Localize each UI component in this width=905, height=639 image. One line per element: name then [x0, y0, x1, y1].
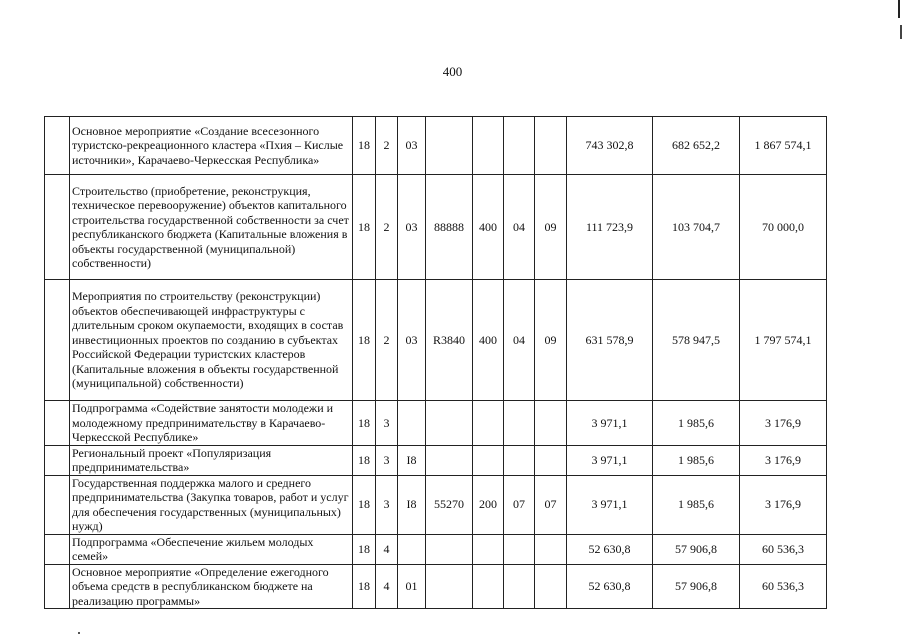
table-row	[45, 475, 827, 534]
cell-activity: 01	[398, 564, 426, 609]
table-row	[45, 445, 827, 475]
table-row	[45, 534, 827, 564]
cell-subdivision: 09	[535, 175, 567, 280]
cell-amount-2: 57 906,8	[653, 564, 740, 609]
scan-edge-mark	[900, 25, 902, 39]
cell-amount-2: 1 985,6	[653, 401, 740, 446]
budget-table	[44, 116, 827, 609]
cell-number	[45, 475, 70, 534]
cell-amount-2: 57 906,8	[653, 534, 740, 564]
cell-activity: 03	[398, 175, 426, 280]
cell-subdivision: 09	[535, 280, 567, 401]
cell-amount-3: 3 176,9	[740, 445, 827, 475]
cell-expense-type: 400	[473, 280, 504, 401]
cell-amount-1: 111 723,9	[567, 175, 653, 280]
cell-expense-type	[473, 534, 504, 564]
cell-name: Основное мероприятие «Определение ежегодного объема средств в республиканском бюджете на реализацию программы»	[70, 564, 353, 609]
cell-number	[45, 445, 70, 475]
cell-division: 04	[504, 280, 535, 401]
cell-amount-3: 1 797 574,1	[740, 280, 827, 401]
cell-amount-3: 1 867 574,1	[740, 117, 827, 175]
cell-section: 18	[353, 117, 376, 175]
cell-amount-1: 3 971,1	[567, 475, 653, 534]
cell-subdivision	[535, 564, 567, 609]
cell-name: Подпрограмма «Содействие занятости молодежи и молодежному предпринимательству в Карачаево-Черкесской Республике»	[70, 401, 353, 446]
cell-expense-type	[473, 445, 504, 475]
cell-amount-1: 3 971,1	[567, 445, 653, 475]
cell-subprogram: 2	[376, 117, 398, 175]
cell-section: 18	[353, 175, 376, 280]
cell-amount-2: 682 652,2	[653, 117, 740, 175]
cell-section: 18	[353, 534, 376, 564]
cell-number	[45, 280, 70, 401]
cell-expense-type	[473, 564, 504, 609]
cell-amount-2: 1 985,6	[653, 445, 740, 475]
cell-amount-3: 3 176,9	[740, 475, 827, 534]
cell-subdivision	[535, 401, 567, 446]
cell-amount-2: 103 704,7	[653, 175, 740, 280]
cell-division	[504, 401, 535, 446]
cell-number	[45, 117, 70, 175]
cell-number	[45, 534, 70, 564]
cell-amount-3: 3 176,9	[740, 401, 827, 446]
cell-number	[45, 564, 70, 609]
table-row	[45, 175, 827, 280]
cell-subdivision	[535, 117, 567, 175]
cell-division: 04	[504, 175, 535, 280]
cell-subdivision	[535, 445, 567, 475]
page-number: 400	[442, 64, 463, 79]
cell-division: 07	[504, 475, 535, 534]
cell-expense-type: 200	[473, 475, 504, 534]
cell-direction	[426, 534, 473, 564]
cell-amount-2: 578 947,5	[653, 280, 740, 401]
scan-speck	[78, 632, 80, 634]
cell-division	[504, 564, 535, 609]
cell-activity	[398, 534, 426, 564]
cell-direction: R3840	[426, 280, 473, 401]
cell-section: 18	[353, 280, 376, 401]
cell-subprogram: 2	[376, 175, 398, 280]
cell-activity: 03	[398, 117, 426, 175]
cell-direction: 55270	[426, 475, 473, 534]
scan-edge-mark	[898, 0, 900, 18]
cell-direction	[426, 117, 473, 175]
cell-amount-3: 70 000,0	[740, 175, 827, 280]
cell-direction	[426, 564, 473, 609]
table-row	[45, 280, 827, 401]
cell-number	[45, 175, 70, 280]
cell-number	[45, 401, 70, 446]
cell-section: 18	[353, 445, 376, 475]
cell-name: Подпрограмма «Обеспечение жильем молодых семей»	[70, 534, 353, 564]
cell-activity: I8	[398, 475, 426, 534]
cell-name: Основное мероприятие «Создание всесезонного туристско-рекреационного кластера «Пхия – Кислые источники», Карачаево-Черкесская Республика»	[70, 117, 353, 175]
cell-amount-3: 60 536,3	[740, 564, 827, 609]
cell-subprogram: 3	[376, 475, 398, 534]
cell-direction	[426, 401, 473, 446]
cell-name: Строительство (приобретение, реконструкция, техническое перевооружение) объектов капитального строительства государственной собственности за счет республиканского бюджета (Капитальные вложения в объекты государственной (муниципальной) собственности)	[70, 175, 353, 280]
cell-division	[504, 117, 535, 175]
cell-activity: I8	[398, 445, 426, 475]
cell-section: 18	[353, 401, 376, 446]
cell-expense-type: 400	[473, 175, 504, 280]
cell-section: 18	[353, 564, 376, 609]
cell-subdivision: 07	[535, 475, 567, 534]
cell-division	[504, 445, 535, 475]
cell-amount-1: 743 302,8	[567, 117, 653, 175]
cell-name: Региональный проект «Популяризация предпринимательства»	[70, 445, 353, 475]
cell-subdivision	[535, 534, 567, 564]
cell-amount-3: 60 536,3	[740, 534, 827, 564]
cell-subprogram: 3	[376, 401, 398, 446]
table-body	[45, 117, 827, 609]
cell-amount-1: 3 971,1	[567, 401, 653, 446]
cell-direction	[426, 445, 473, 475]
cell-direction: 88888	[426, 175, 473, 280]
cell-activity: 03	[398, 280, 426, 401]
cell-name: Мероприятия по строительству (реконструкции) объектов обеспечивающей инфраструктуры с длительным сроком окупаемости, входящих в состав инвестиционных проектов по созданию в субъектах Российской Федерации туристских кластеров (Капитальные вложения в объекты государственной (муниципальной) собственности)	[70, 280, 353, 401]
cell-section: 18	[353, 475, 376, 534]
cell-amount-1: 631 578,9	[567, 280, 653, 401]
cell-subprogram: 3	[376, 445, 398, 475]
cell-activity	[398, 401, 426, 446]
cell-expense-type	[473, 401, 504, 446]
table-row	[45, 401, 827, 446]
table-row	[45, 117, 827, 175]
cell-expense-type	[473, 117, 504, 175]
cell-amount-1: 52 630,8	[567, 564, 653, 609]
cell-amount-2: 1 985,6	[653, 475, 740, 534]
cell-division	[504, 534, 535, 564]
table-row	[45, 564, 827, 609]
cell-amount-1: 52 630,8	[567, 534, 653, 564]
cell-subprogram: 2	[376, 280, 398, 401]
cell-subprogram: 4	[376, 564, 398, 609]
cell-subprogram: 4	[376, 534, 398, 564]
cell-name: Государственная поддержка малого и среднего предпринимательства (Закупка товаров, работ и услуг для обеспечения государственных (муниципальных) нужд)	[70, 475, 353, 534]
